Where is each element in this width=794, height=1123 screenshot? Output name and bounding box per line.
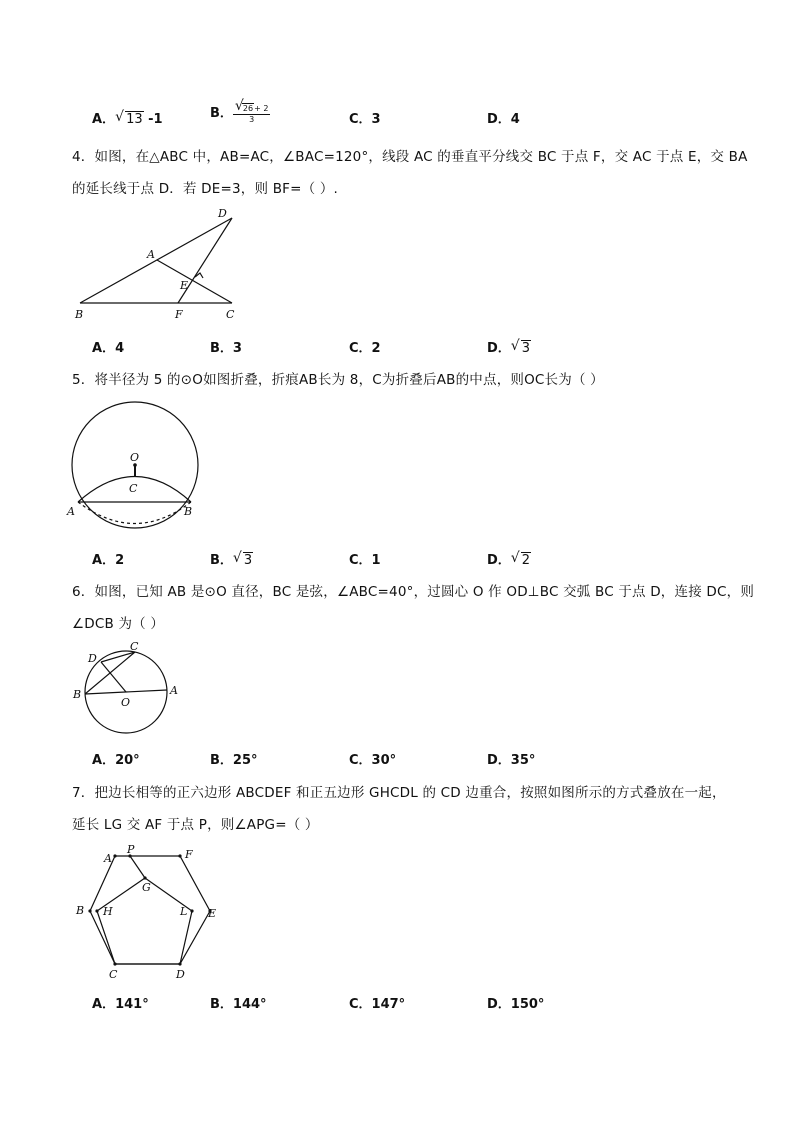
q7-stem-line2: 延长 LG 交 AF 于点 P，则∠APG=（ ） — [72, 817, 319, 833]
label-b: B — [73, 688, 82, 701]
q5-circle-figure — [65, 395, 215, 535]
label-b: B — [76, 904, 85, 917]
option-value: 35° — [510, 753, 536, 768]
q6-option-b[interactable] — [210, 749, 258, 768]
option-letter: C． — [349, 112, 372, 127]
radicand: 3 — [243, 553, 253, 568]
q3-option-a[interactable] — [92, 108, 163, 127]
sqrt-expression — [233, 552, 253, 568]
option-value: 3 — [232, 341, 242, 356]
q6-option-a[interactable] — [92, 749, 140, 768]
option-letter: C． — [349, 753, 372, 768]
q4-triangle-figure — [70, 205, 255, 325]
q7-polygon-figure — [70, 842, 230, 984]
q4-option-c[interactable] — [349, 337, 381, 356]
option-letter: D． — [487, 553, 511, 568]
option-value: 2 — [115, 553, 125, 568]
option-letter: C． — [349, 997, 372, 1012]
radicand: 26 — [242, 103, 254, 113]
q6-option-c[interactable] — [349, 749, 396, 768]
label-b: B — [184, 505, 193, 518]
label-o: O — [121, 696, 131, 709]
option-value: 150° — [510, 997, 545, 1012]
option-letter: B． — [210, 106, 233, 121]
option-value: 144° — [232, 997, 267, 1012]
segment-gp — [130, 856, 145, 878]
option-letter: A． — [92, 997, 116, 1012]
option-letter: D． — [487, 112, 511, 127]
label-e: E — [208, 907, 217, 920]
label-g: G — [142, 881, 151, 894]
label-a: A — [104, 852, 112, 865]
q5-option-c[interactable] — [349, 549, 381, 568]
label-c: C — [130, 640, 139, 653]
option-value: 141° — [115, 997, 149, 1012]
option-letter: C． — [349, 553, 372, 568]
option-letter: A． — [92, 553, 116, 568]
fraction — [233, 103, 271, 125]
option-value: -1 — [143, 112, 163, 127]
q7-option-d[interactable] — [487, 993, 544, 1012]
label-a: A — [147, 248, 155, 261]
q5-stem-line1: 5．将半径为 5 的⊙O如图折叠，折痕AB长为 8，C为折叠后AB的中点，则OC长为（ ） — [72, 372, 604, 388]
q7-stem-line1: 7．把边长相等的正六边形 ABCDEF 和正五边形 GHCDL 的 CD 边重合，按照如图所示的方式叠放在一起， — [72, 785, 726, 801]
q5-option-a[interactable] — [92, 549, 124, 568]
sqrt-expression — [235, 103, 254, 114]
option-letter: C． — [349, 341, 372, 356]
q7-option-c[interactable] — [349, 993, 405, 1012]
option-letter: D． — [487, 341, 511, 356]
q5-option-b[interactable] — [210, 549, 253, 568]
segment-ac — [157, 260, 232, 303]
option-letter: B． — [210, 341, 233, 356]
original-arc-dashed — [78, 502, 191, 524]
option-letter: A． — [92, 341, 116, 356]
option-value: 3 — [371, 112, 381, 127]
q4-stem-line2: 的延长线于点 D．若 DE=3，则 BF=（ ）. — [72, 181, 339, 197]
option-letter: D． — [487, 997, 511, 1012]
q3-options — [92, 103, 612, 128]
option-value: 147° — [371, 997, 406, 1012]
q5-option-d[interactable] — [487, 549, 531, 568]
q5-options — [92, 549, 612, 569]
option-value: 4 — [510, 112, 520, 127]
option-letter: B． — [210, 753, 233, 768]
q7-option-a[interactable] — [92, 993, 149, 1012]
line-lgp — [130, 856, 192, 911]
label-c: C — [129, 482, 138, 495]
label-p: P — [127, 843, 135, 856]
sqrt-expression — [511, 340, 531, 356]
q6-circle-figure — [68, 638, 188, 738]
option-value: 30° — [371, 753, 397, 768]
label-d: D — [176, 968, 185, 981]
option-letter: B． — [210, 553, 233, 568]
denominator: 3 — [249, 114, 255, 124]
option-value: 2 — [371, 341, 381, 356]
option-letter: D． — [487, 753, 511, 768]
option-value: 1 — [371, 553, 381, 568]
q6-stem-line2: ∠DCB 为（ ） — [72, 616, 165, 632]
sqrt-expression — [511, 552, 531, 568]
sqrt-expression — [115, 111, 144, 127]
q4-option-b[interactable] — [210, 337, 242, 356]
radicand: 2 — [521, 553, 531, 568]
q7-options — [92, 993, 612, 1013]
q3-option-d[interactable] — [487, 108, 520, 127]
option-letter: A． — [92, 753, 116, 768]
option-value: 4 — [115, 341, 125, 356]
numerator-rest: + 2 — [254, 103, 269, 113]
option-value: 20° — [115, 753, 140, 768]
q4-options — [92, 337, 612, 357]
q4-stem-line1: 4．如图，在△ABC 中，AB=AC，∠BAC=120°，线段 AC 的垂直平分线交 BC 于点 F，交 AC 于点 E，交 BA — [72, 149, 748, 165]
q6-stem-line1: 6．如图，已知 AB 是⊙O 直径，BC 是弦，∠ABC=40°，过圆心 O 作 OD⊥BC 交弧 BC 于点 D，连接 DC，则 — [72, 584, 755, 600]
label-c: C — [109, 968, 118, 981]
radicand: 13 — [126, 112, 143, 127]
q3-option-c[interactable] — [349, 108, 381, 127]
label-f: F — [175, 308, 183, 321]
label-l: L — [180, 905, 188, 918]
label-a: A — [67, 505, 75, 518]
label-c: C — [226, 308, 235, 321]
q6-options — [92, 749, 612, 769]
q3-option-b[interactable] — [210, 102, 270, 125]
label-d: D — [218, 207, 227, 220]
option-letter: B． — [210, 997, 233, 1012]
q4-option-a[interactable] — [92, 337, 124, 356]
label-a: A — [170, 684, 178, 697]
radicand: 3 — [521, 341, 531, 356]
label-d: D — [88, 652, 97, 665]
option-value: 25° — [232, 753, 258, 768]
option-letter: A． — [92, 112, 116, 127]
label-b: B — [75, 308, 84, 321]
label-h: H — [103, 905, 113, 918]
q4-option-d[interactable] — [487, 337, 531, 356]
label-o: O — [130, 451, 140, 464]
label-f: F — [185, 848, 193, 861]
q6-option-d[interactable] — [487, 749, 535, 768]
label-e: E — [180, 279, 189, 292]
q7-option-b[interactable] — [210, 993, 267, 1012]
